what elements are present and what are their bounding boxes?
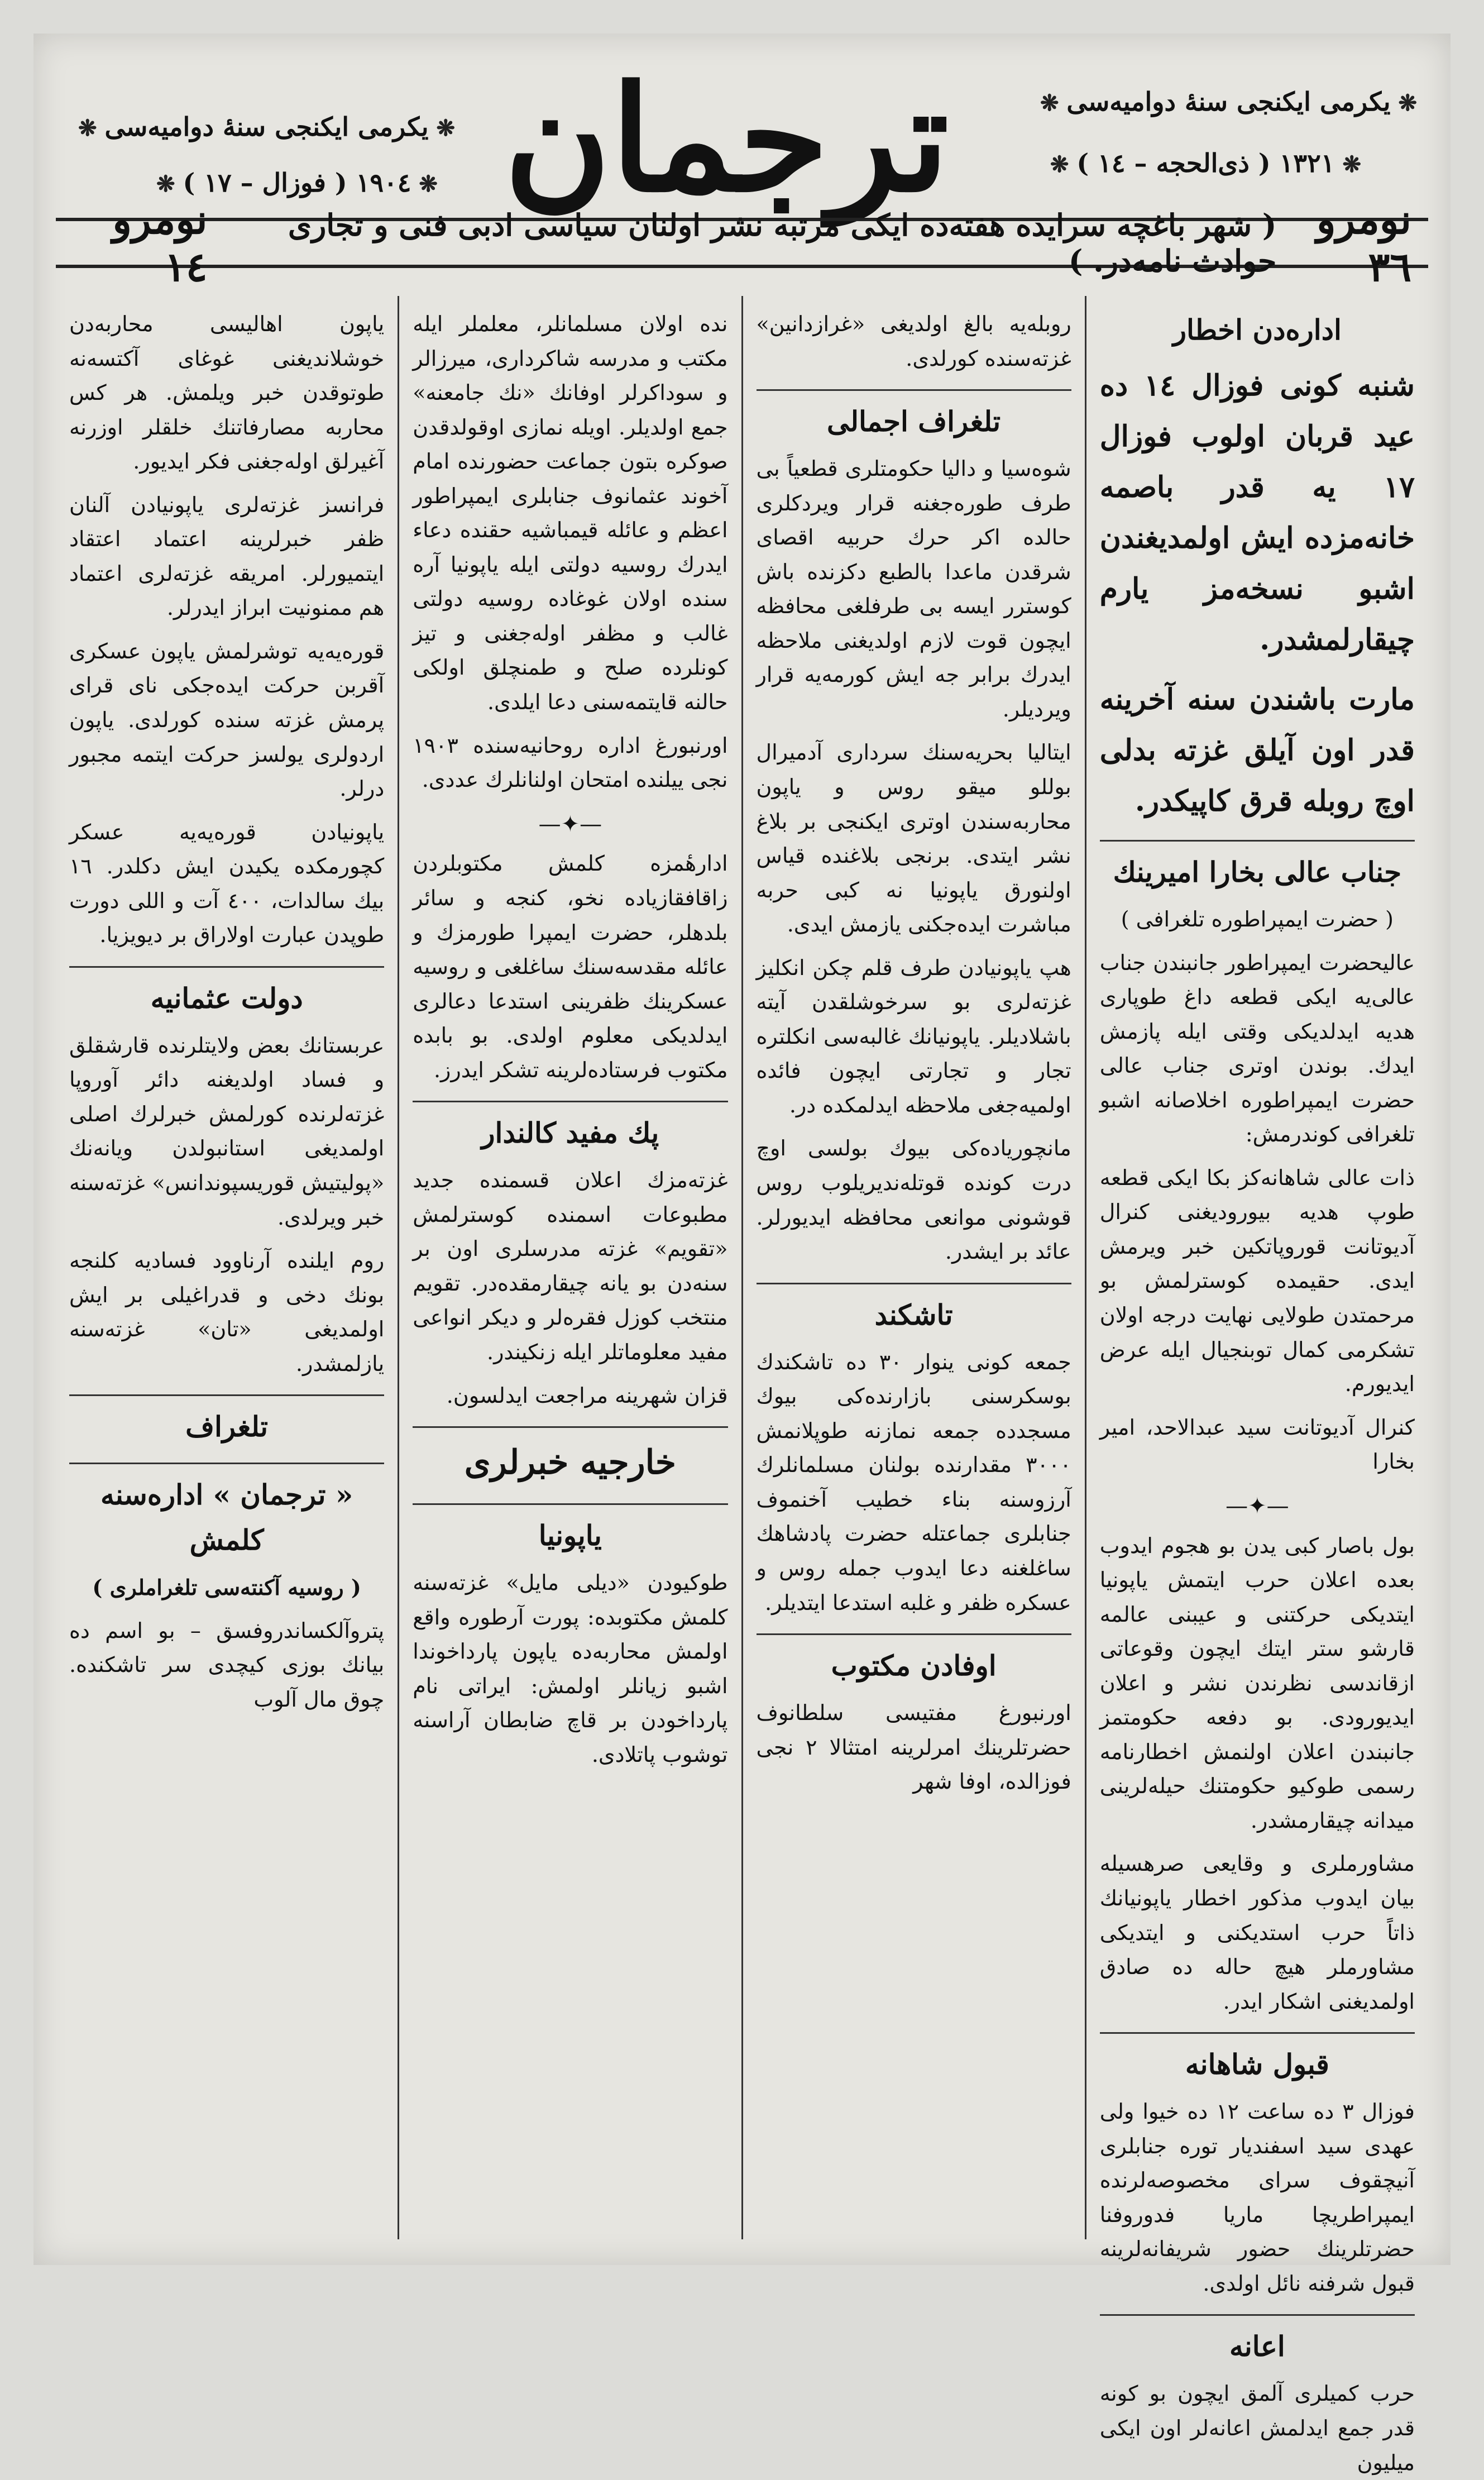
paragraph: شوه‌سيا و داليا حكومتلرى قطعياً بى طرف طوره‌جغنه قرار ويردكلرى حالده اكر حرك حربيه اقصاى شرقدن ماعدا بالطبع دكزنده باش كوسترر ايسه بى طرفلغى محافظه ايچون قوت لازم اولديغنى ملاحظه ايدرك برابر جه ايش كورمه‌يه قرار ويرديلر. (756, 456, 1071, 721)
paragraph: مانچورياده‌كى بيوك بولسى اوچ درت كونده قوتله‌نديريلوب روس قوشونى موانعى محافظه ايديورلر. عائد بر ايشدر. (756, 1136, 1071, 1264)
masthead-right-line1: ❋ يكرمى ايكنجى سنهٔ دوامیه‌سی ❋ (1040, 87, 1417, 117)
section-heading: پك مفيد كالندار (413, 1101, 727, 1155)
separator-ornament-icon: —✦— (1226, 1493, 1289, 1519)
paragraph: شنبه كونى فوزال ١٤ ده عيد قربان اولوب فوزال ١٧ يه قدر باصمه خانه‌مزده ايش اولمديغندن اشبو نسخه‌مز يارم چيقارلمشدر. (1099, 369, 1415, 657)
tagline-bar (56, 195, 1428, 290)
section-heading: تلغراف (69, 1394, 384, 1449)
paragraph: ياپون اهاليسى محاربه‌دن خوشلانديغنى غوغاى آكتسه‌نه طوتوقدن خبر ويلمش. هر كس محاربه مصارفاتنك خلقلر اوزرنه آغيرلق اوله‌جغنى فكر ايديور. (69, 312, 385, 474)
section-heading: « ترجمان » اداره‌سنه كلمش (69, 1463, 384, 1562)
column-2 (741, 296, 1085, 2239)
column-1 (1085, 296, 1428, 2475)
section-heading: ياپونيا (413, 1503, 727, 1558)
tagline-text: ( شهر باغچه سرایده هفته‌ده ايكى مرتبه نشر اولنان سياسى ادبى فنى و تجارى حوادث نامه‌در. ) (288, 207, 1277, 279)
ornament-icon: ❋ (1050, 151, 1077, 178)
paragraph: بول باصار كبى يدن بو هجوم ايدوب بعده اعلان حرب ايتمش ياپونيا ايتديكى حركتنى و عيبنى عالمه قارشو ستر ايتك ايچون وقوعاتى ازقاندسى نظرندن نشر و اعلان ايديورودى. بو دفعه حكومتمز جانبندن اعلان اولنمش اخطارنامه رسمى طوكيو حكومتنك حيله‌لرينى ميدانه چيقارمشدر. (1099, 1533, 1415, 1833)
newspaper-title: ترجمان (504, 54, 949, 224)
paragraph: غزته‌مزك اعلان قسمنده جديد مطبوعات اسمنده كوسترلمش «تقويم» غزته مدرسلرى اون بر سنه‌دن بو يانه چيقارمقده‌در. تقويم منتخب كوزل فقره‌لر و ديكر انواعى مفيد معلوماتلر ايله زنكيندر. (413, 1168, 728, 1365)
columns (56, 296, 1428, 2475)
paragraph: قوره‌يه‌يه توشرلمش ياپون عسكرى آقربن حركت ايده‌جكى ناى قراى پرمش غزته سنده كورلدى. ياپون اردولرى يولسز حركت ايتمه مجبور درلر. (69, 638, 385, 801)
paragraph: فرانسز غزته‌لرى ياپونيادن آلنان ظفر خبرلرينه اعتماد اعتقاد ايتميورلر. امريقه غزته‌لرى اعتماد هم ممنونيت ابراز ايدرلر. (69, 492, 385, 620)
paragraph: مارت باشندن سنه آخرينه قدر اون آيلق غزته بدلى اوچ روبله قرق كاپيكدر. (1099, 682, 1415, 818)
paragraph: ذات عالى شاهانه‌كز بكا ايكى قطعه طوپ هديه بيوروديغنى كنرال آدیوتانت قوروپاتكين خبر ويرمش ايدى. حقيمده كوسترلمش بو مرحمتدن طولايى نهايت درجه اولان تشكرمى كمال توبنجيال ايله عرض ايديورم. (1099, 1165, 1415, 1397)
section-heading: قبول شاهانه (1100, 2032, 1415, 2087)
ornament-icon: ❋ (78, 115, 105, 141)
section-heading: خارجيه خبرلرى (413, 1426, 727, 1490)
column-4 (56, 296, 398, 2239)
column-3 (398, 296, 741, 2239)
ornament-icon: ❋ (411, 171, 438, 197)
paragraph: ادارهٔمزه كلمش مكتوبلردن زاقافقازياده نخو، كنجه و سائر بلدهلر، حضرت ايمپرا طورمزك و عائله مقدسه‌سنك ساغلغى و روسيه عسكرينك ظفرينى استدعا دعالرى ايدلديكى معلوم اولدى. بو بابده مكتوب فرستاده‌لرينه تشكر ايدرز. (413, 851, 728, 1082)
paragraph: روم ايلنده آرناوود فساديه كلنجه بونك دخى و قدراغيلى بر ايش اولمديغى «تان» غزته‌سنه يازلمشدر. (69, 1248, 385, 1376)
paragraph: مشاورملرى و وقايعى صرهسيله بيان ايدوب مذكور اخطار ياپونيانك ذاتاً حرب استديكنى و ايتديكى مشاورملر هيچ حاله ده صادق اولمديغنى اشكار ايدر. (1099, 1851, 1415, 2014)
paragraph: روبله‌يه بالغ اولديغى «غرازدانين» غزته‌سنده كورلدى. (756, 312, 1071, 371)
paragraph: طوكيودن «ديلى مايل» غزته‌سنه كلمش مكتوبده: پورت آرطوره واقع اولمش محاربه‌ده ياپون پارداخوندا اشبو زيانلر اولمش: ايراتى نام پارداخودن بر قاچ ضابطان آراسنه توشوب پاتلادى. (413, 1570, 728, 1767)
newspaper-page (33, 34, 1451, 2475)
section-heading: دولت عثمانيه (69, 966, 384, 1021)
section-heading: اداره‌دن اخطار (1172, 313, 1342, 346)
separator-ornament-icon: —✦— (538, 811, 602, 837)
section-heading: تاشكند (757, 1283, 1071, 1337)
masthead-left-line1: ❋ يكرمى ايكنجى سنهٔ دوامیه‌سی ❋ (78, 112, 456, 142)
masthead-right-line2: ❋ ١٣٢١ ( ذى‌الحجه – ١٤ ) ❋ (1050, 148, 1361, 178)
paragraph: اورنبورغ مفتيسى سلطانوف حضرتلرينك امرلرينه امتثالا ٢ نجى فوزالده، اوفا شهر (756, 1700, 1071, 1794)
ornament-icon: ❋ (428, 115, 456, 141)
section-heading: اعانه (1100, 2314, 1415, 2369)
section-heading: جناب عالى بخارا اميرينك (1100, 840, 1415, 895)
paragraph: فوزال ٣ ده ساعت ١٢ ده خيوا ولى عهدى سيد اسفنديار تورە جنابلرى آنيچقوف سراى مخصوصه‌لرنده ايمپراطريچا ماريا فدوروفنا حضرتلرينك حضور شريفانه‌لرينه قبول شرفنه نائل اولدى. (1099, 2099, 1415, 2296)
ornament-icon: ❋ (1334, 151, 1361, 178)
paragraph: ( حضرت ايمپراطوره تلغرافى ) (1121, 907, 1394, 931)
paragraph: حرب كميلرى آلمق ايچون بو كونه قدر جمع ايدلمش اعانه‌لر اون ايكى ميليون (1099, 2381, 1415, 2475)
issue-number-right: نومرو ٣٦ (1316, 195, 1411, 290)
ornament-icon: ❋ (1040, 90, 1067, 116)
paragraph: عاليحضرت ايمپراطور جانبندن جناب عالى‌يه ايكى قطعه داغ طوپارى هديه ايدلديكى وقتى ايله پازمش ايدك. بوندن اوترى جناب عالى حضرت ايمپراطوره اخلاصانه اشبو تلغرافى كوندرمش: (1099, 950, 1415, 1147)
paragraph: جمعه كونى ينوار ٣٠ ده تاشكندك بوسكرسنى بازارنده‌كى بيوك مسجدده جمعه نمازنه طوپلانمش ٣٠٠٠ مقدارنده بولنان مسلمانلرك آرزوسنه بناء خطيب آخنموف جنابلرى جماعتله حضرت پادشاهك ساغلغنه دعا ايدوب جمله روس و عسكره ظفر و غلبه استدعا ايتديلر. (756, 1349, 1071, 1615)
paragraph: عربستانك بعض ولايتلرنده قارشقلق و فساد اولديغنه دائر آوروپا غزته‌لرنده كورلمش خبرلرك اصلى اولمديغى استانبولدن ويانه‌نك «پوليتيش قوريسپوندانس» غزته‌سنه خبر ويرلدى. (69, 1033, 385, 1230)
paragraph: پتروآلكساندروفسق – بو اسم ده بيانك بوزى كيچدى سر تاشكنده. چوق مال آلوب (69, 1618, 385, 1712)
paragraph: ايتاليا بحريه‌سنك سردارى آدميرال بوللو ميقو روس و ياپون محاربه‌سندن اوترى ايكنجى بر بلاغ نشر ايتدى. برنجى بلاغنده قياس اولنورق ياپونيا نه كبى حربه مباشرت ايده‌جكنى يازمش ايدى. (756, 740, 1071, 937)
paragraph: قزان شهرينه مراجعت ايدلسون. (446, 1383, 728, 1408)
paragraph: كنرال آدیوتانت سيد عبدالاحد، امير بخارا (1099, 1415, 1415, 1474)
issue-number-left: نومرو ١٤ (112, 195, 208, 290)
section-heading: اوفادن مكتوب (757, 1633, 1071, 1688)
section-heading: تلغراف اجمالى (757, 389, 1071, 444)
paragraph: ( روسيه آكنته‌سى تلغراملرى ) (92, 1575, 361, 1600)
ornament-icon: ❋ (1390, 90, 1417, 116)
paragraph: نده اولان مسلمانلر، معلملر ايله مكتب و مدرسه شاكردارى، ميرزالر و سوداكرلر اوفانك «نك جامعنه» جمع اولديلر. اويله نمازى اوقولدقدن صوكره بتون جماعت حضورنده امام آخوند عثمانوف جنابلرى ايمپراطور اعظم و عائله قيمباشيه حقنده دعاء ايدرك روسيه دولتى ايله ياپونيا آره سنده اولان غوغاده روسيه دولتى غالب و مظفر اوله‌جغنى و تيز كونلرده صلح و طمنچلق اولكى حالنه قايتمه‌سنى دعا ايلدى. (413, 312, 728, 715)
ornament-icon: ❋ (156, 171, 183, 197)
paragraph: اورنبورغ اداره روحانيه‌سنده ١٩٠٣ نجى ييلنده امتحان اولنانلرك عددى. (413, 733, 728, 792)
masthead (33, 34, 1451, 290)
paragraph: ياپونيادن قوره‌يه‌يه عسكر كچورمكده يكيدن ايش دكلدر. ١٦ بيك سالدات، ٤٠٠ آت و اللى دورت طوپدن عبارت اولاراق بر ديويزيا. (69, 819, 385, 948)
masthead-left-line2: ❋ ١٩٠٤ ( فوزال – ١٧ ) ❋ (156, 168, 438, 198)
paragraph: هپ ياپونيادن طرف قلم چكن انكليز غزته‌لرى بو سرخوشلقدن آيته باشلاديلر. ياپونيانك غالبه‌سى انكلتره تجار و تجارتى ايچون فائده اولميه‌جغى ملاحظه ايدلمكده در. (756, 955, 1071, 1117)
